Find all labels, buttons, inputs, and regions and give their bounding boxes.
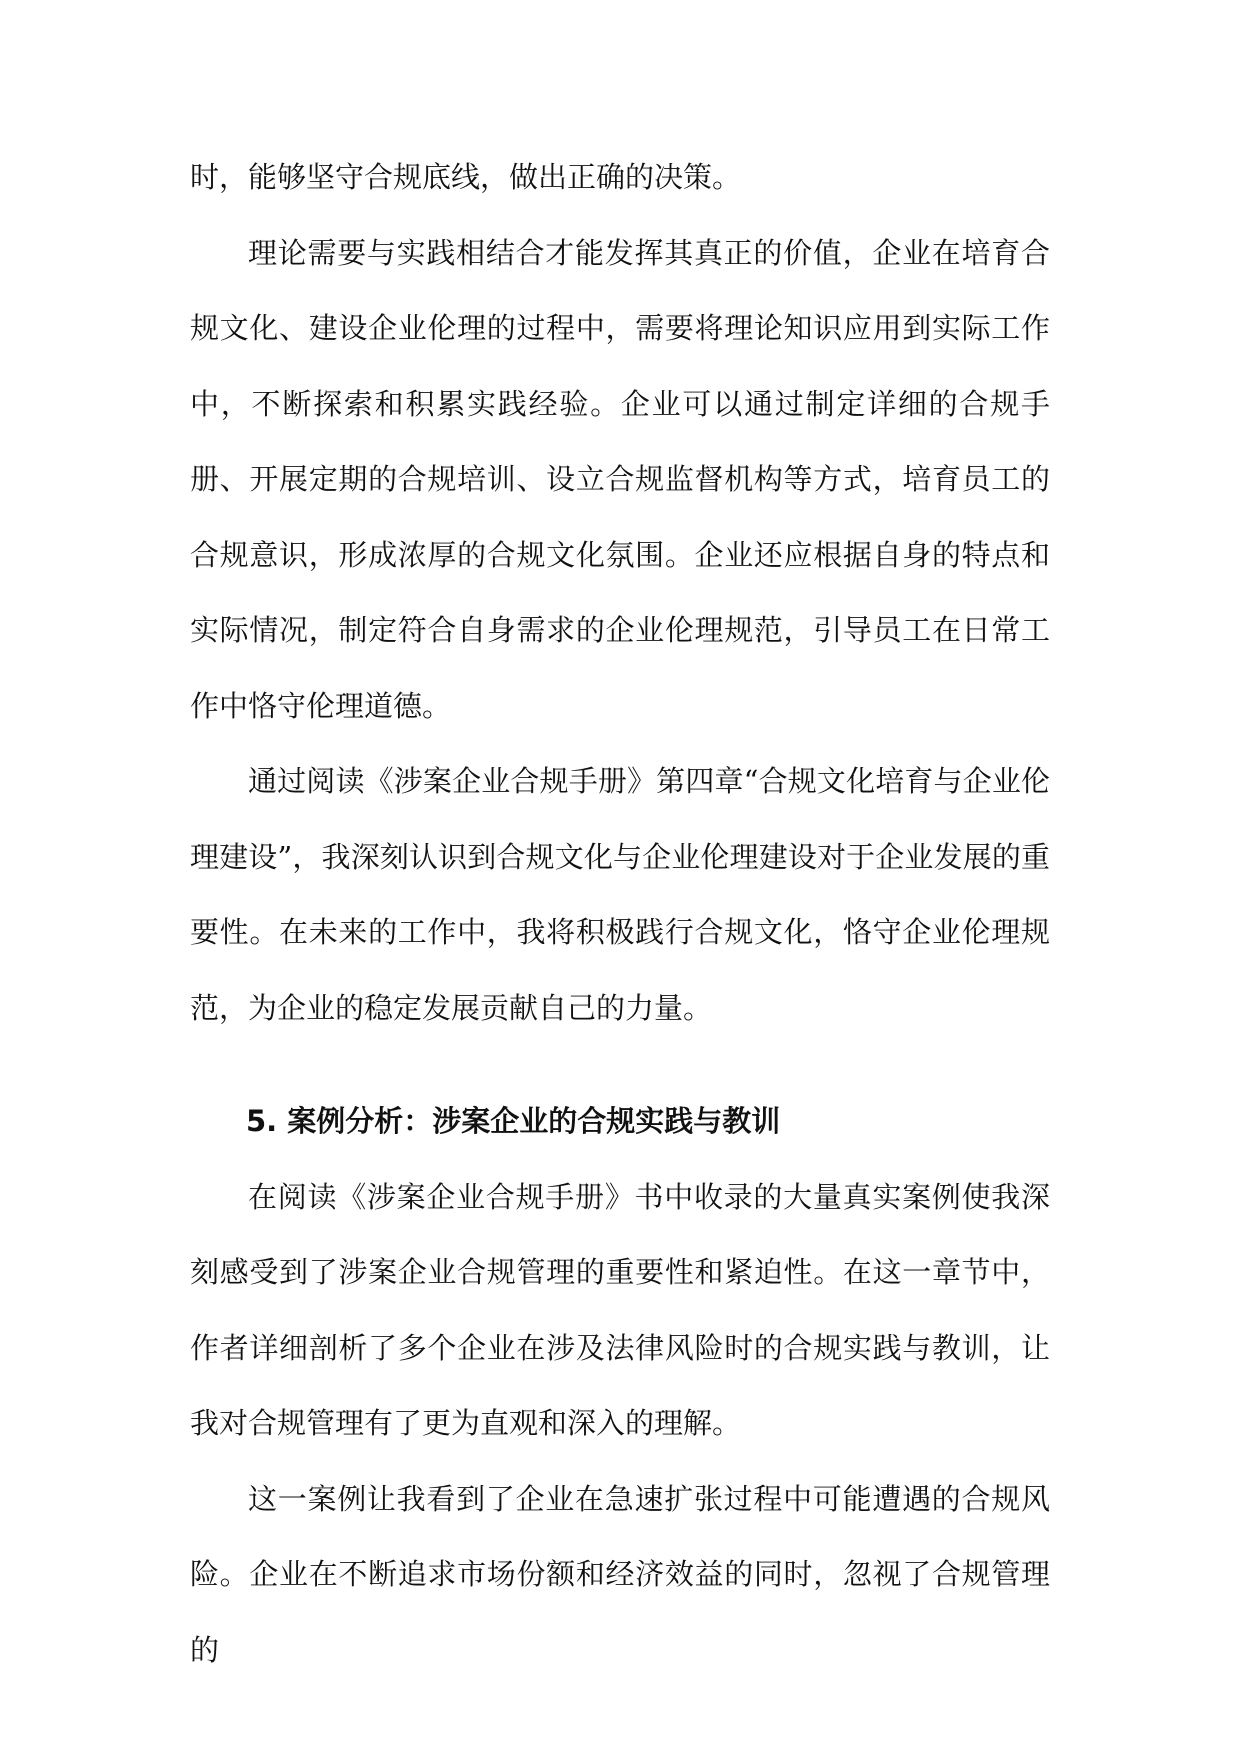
paragraph-case-lesson: 这一案例让我看到了企业在急速扩张过程中可能遭遇的合规风险。企业在不断追求市场份额和经济效益的同时，忽视了合规管理的: [190, 1481, 1050, 1667]
paragraph-theory-practice: 理论需要与实践相结合才能发挥其真正的价值，企业在培育合规文化、建设企业伦理的过程中，需要将理论知识应用到实际工作中，不断探索和积累实践经验。企业可以通过制定详细的合规手册、开展定期的合规培训、设立合规监督机构等方式，培育员工的合规意识，形成浓厚的合规文化氛围。企业还应根据自身的特点和实际情况，制定符合自身需求的企业伦理规范，引导员工在日常工作中恪守伦理道德。: [190, 235, 1050, 723]
document-body: [190, 140, 1050, 1688]
paragraph-chapter-four-summary: 通过阅读《涉案企业合规手册》第四章“合规文化培育与企业伦理建设”，我深刻认识到合规文化与企业伦理建设对于企业发展的重要性。在未来的工作中，我将积极践行合规文化，恪守企业伦理规范，为企业的稳定发展贡献自己的力量。: [190, 764, 1050, 1025]
section-heading: 5. 案例分析：涉案企业的合规实践与教训: [246, 1104, 781, 1138]
paragraph-continuation: 时，能够坚守合规底线，做出正确的决策。: [190, 160, 742, 194]
paragraph-case-intro: 在阅读《涉案企业合规手册》书中收录的大量真实案例使我深刻感受到了涉案企业合规管理的重要性和紧迫性。在这一章节中，作者详细剖析了多个企业在涉及法律风险时的合规实践与教训，让我对合规管理有了更为直观和深入的理解。: [190, 1179, 1050, 1440]
